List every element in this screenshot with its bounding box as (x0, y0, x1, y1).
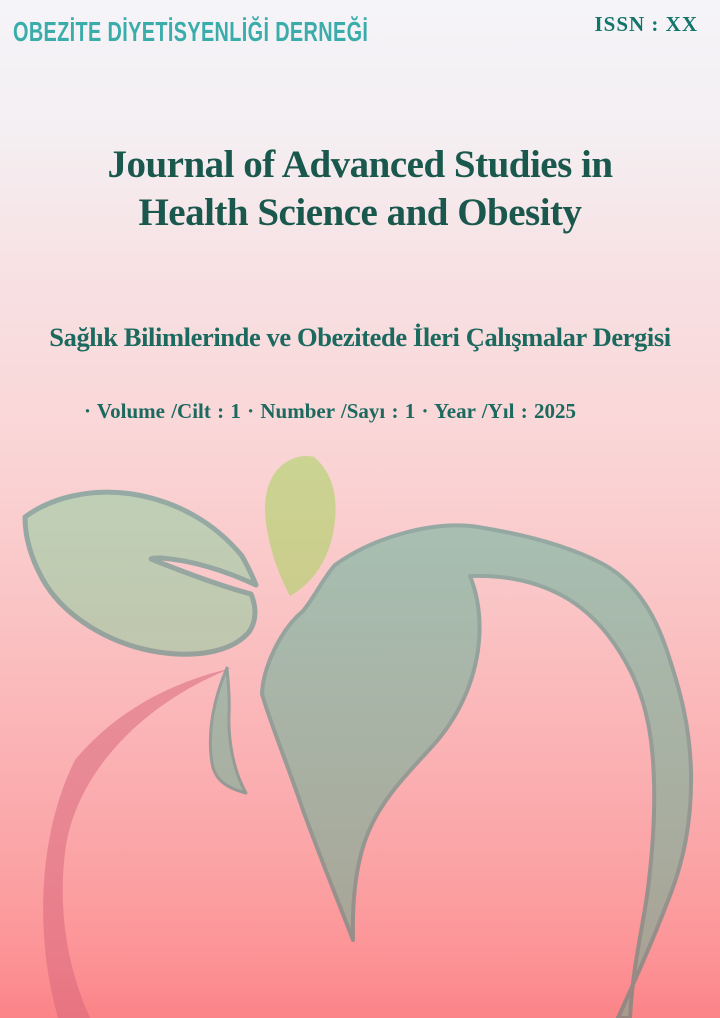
bud-leaf-shape (265, 456, 336, 596)
journal-subtitle-turkish: Sağlık Bilimlerinde ve Obezitede İleri Çalışmalar Dergisi (49, 322, 671, 352)
issue-info: · Volume /Cilt : 1 · Number /Sayı : 1 · Year /Yıl : 2025 (84, 399, 576, 423)
swoosh-shape (262, 525, 691, 1018)
journal-title-line2: Health Science and Obesity (138, 191, 582, 234)
journal-title (0, 141, 720, 237)
sliver-leaf-shape (210, 668, 246, 793)
leaf-shape (25, 492, 256, 654)
journal-title-line1: Journal of Advanced Studies in (107, 143, 613, 186)
apple-outline-shape (43, 668, 232, 1018)
issn-label: ISSN : XX (594, 12, 698, 36)
organization-name: OBEZİTE DİYETİSYENLİĞİ DERNEĞİ (13, 16, 369, 47)
